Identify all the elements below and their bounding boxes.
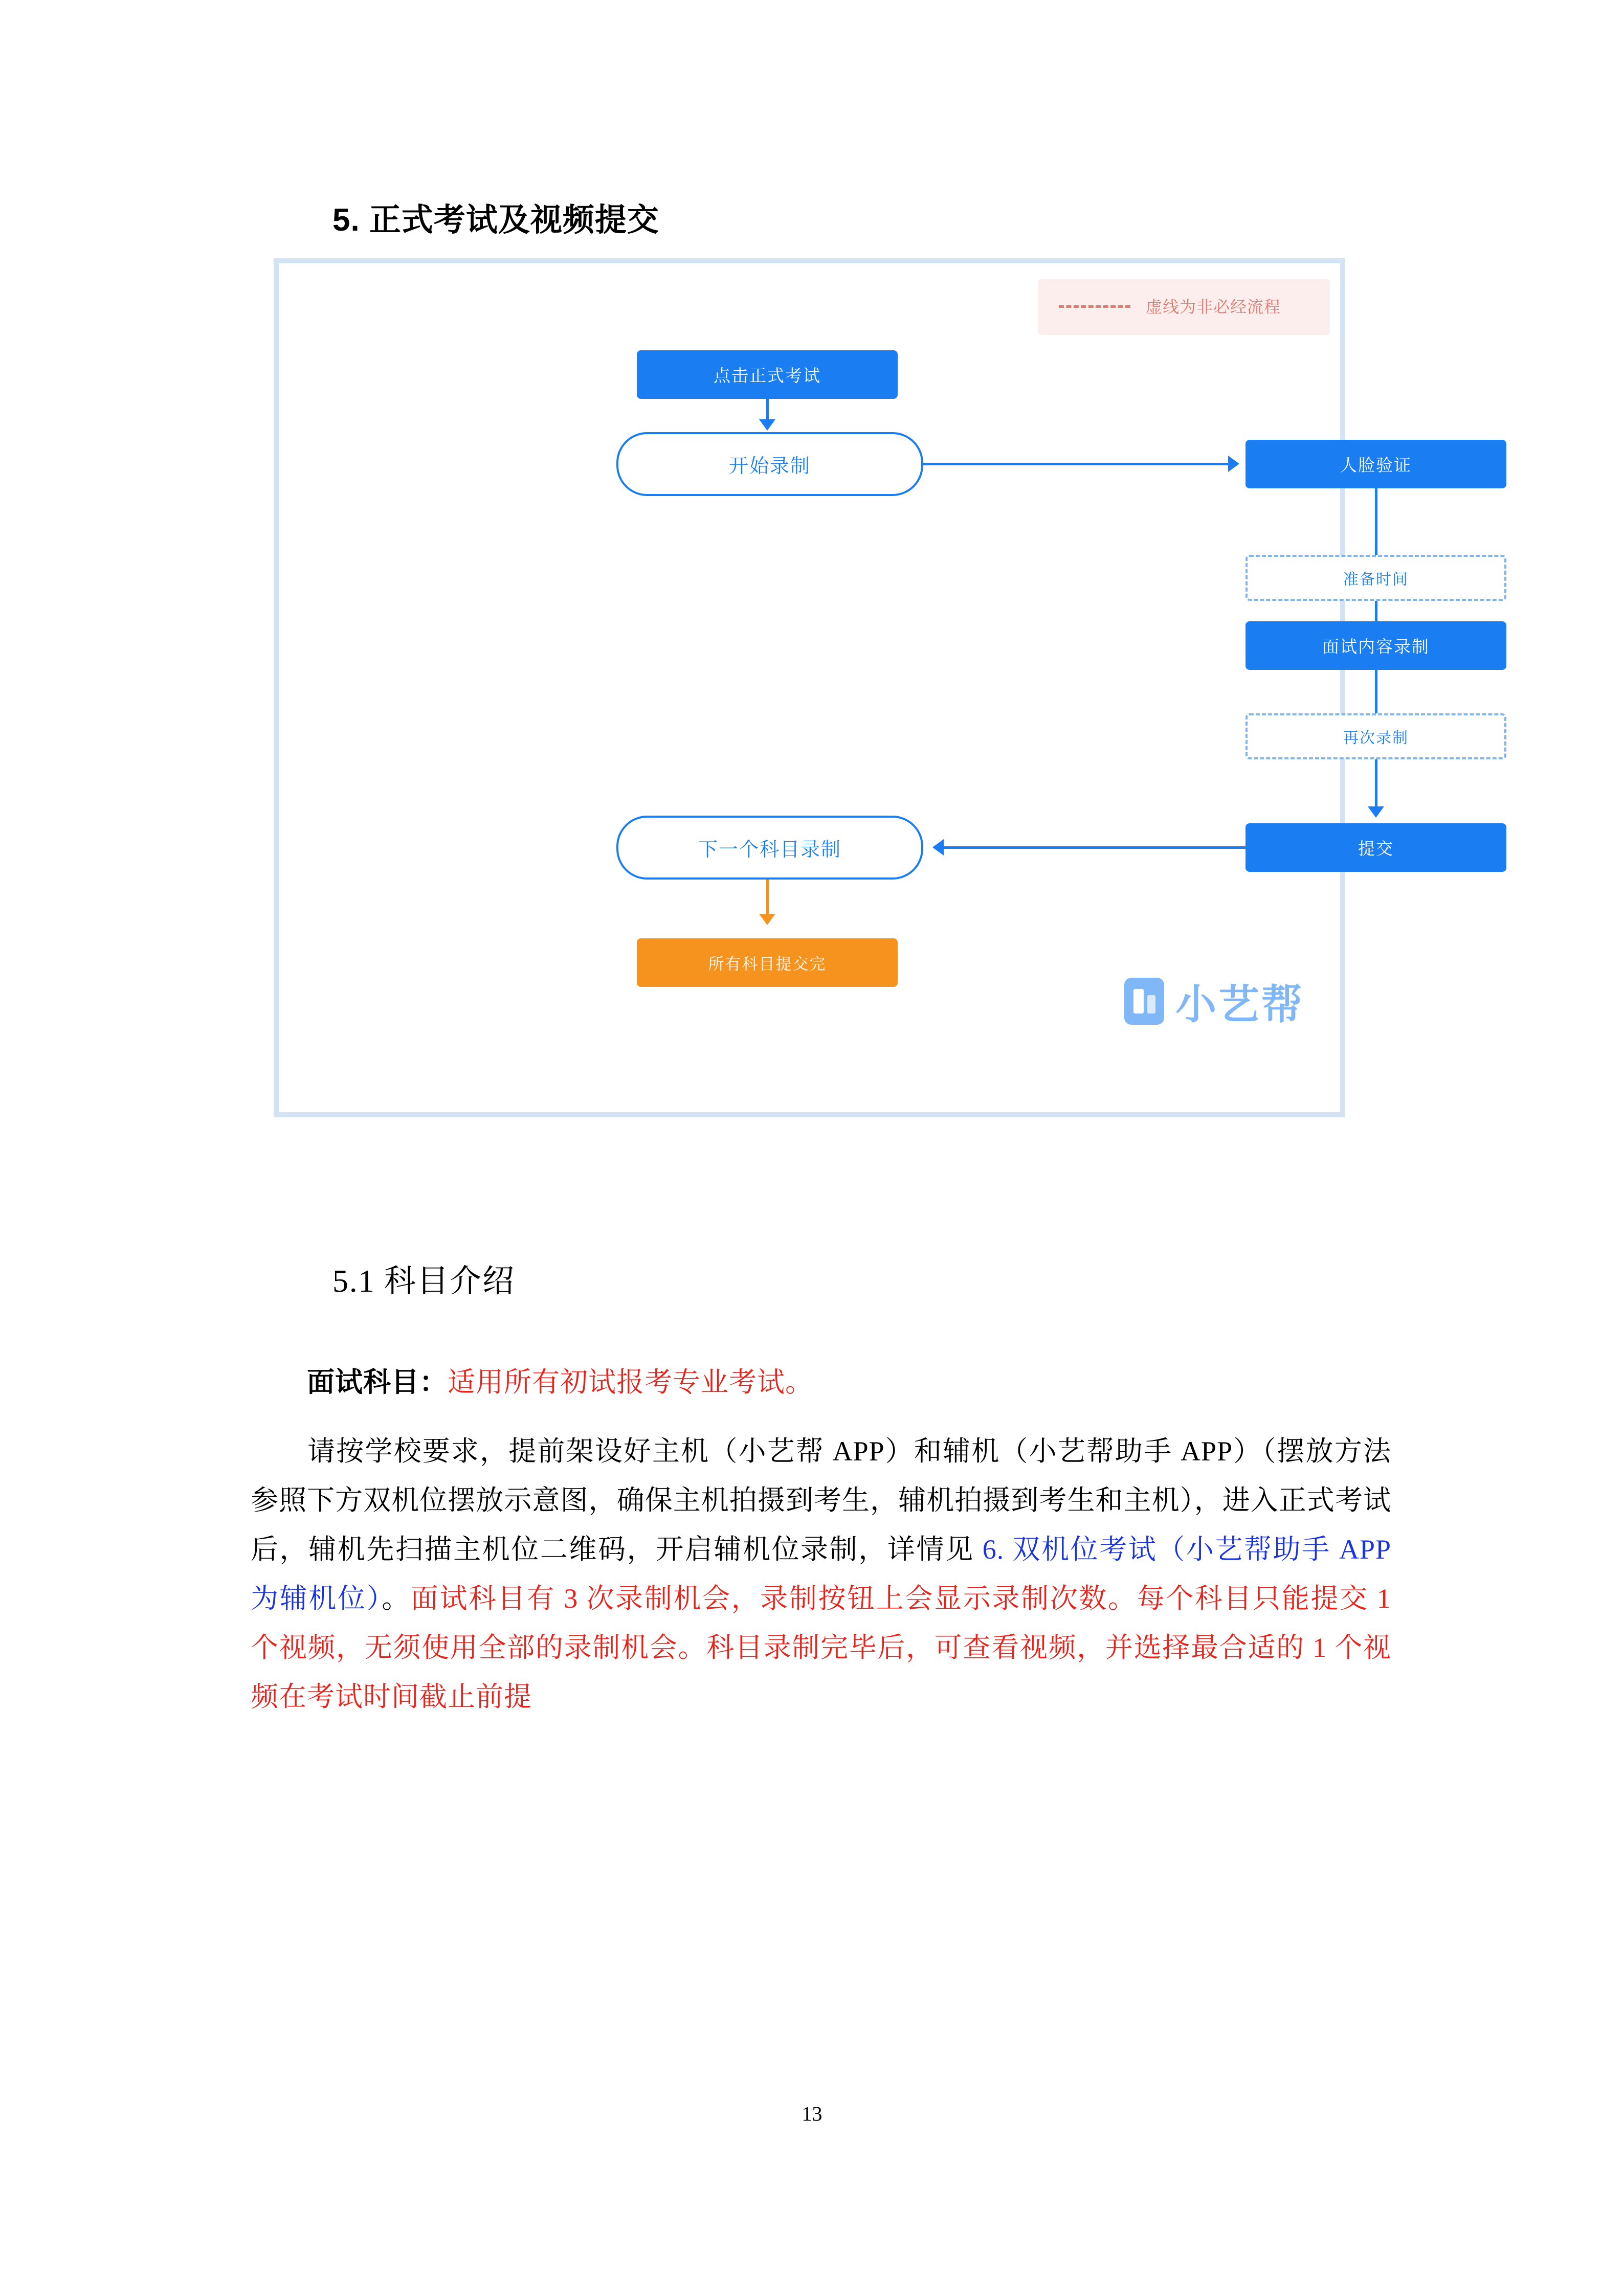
connector-submit-to-next	[944, 846, 1248, 849]
flow-diagram-card	[274, 258, 1430, 1117]
watermark-logo	[1124, 972, 1304, 1030]
connector-start-to-record	[766, 399, 769, 422]
arrow-next-to-alldone-icon	[759, 914, 775, 925]
arrow-submit-to-next-icon	[932, 839, 944, 856]
arrow-start-to-record-icon	[759, 419, 775, 431]
page-title: 5. 正式考试及视频提交	[332, 202, 659, 238]
node-begin-recording: 开始录制	[616, 432, 923, 496]
connector-face-to-prepare	[1375, 488, 1377, 555]
cross-reference-link[interactable]: 6. 双机位考试（小艺帮助手 APP 为辅机位）	[251, 1534, 1392, 1614]
page-number: 13	[802, 2102, 822, 2125]
node-preparation-time: 准备时间	[1245, 555, 1506, 601]
body-paragraph	[251, 1427, 1391, 1721]
body-text-part1: 请按学校要求，提前架设好主机（小艺帮 APP）和辅机（小艺帮助手 APP）（摆放方法参照下方双机位摆放示意图，确保主机拍摄到考生，辅机拍摄到考生和主机），进入正式考试后，辅机先扫描主机位二维码，开启辅机位录制，详情见	[251, 1436, 1391, 1565]
arrow-record-to-face-icon	[1228, 456, 1239, 472]
node-next-subject: 下一个科目录制	[616, 816, 923, 880]
node-start-exam: 点击正式考试	[637, 350, 898, 399]
body-text-part2: 。	[382, 1583, 411, 1614]
node-interview-record: 面试内容录制	[1245, 621, 1506, 670]
connector-again-to-submit	[1375, 759, 1377, 811]
legend-label: 虚线为非必经流程	[1146, 298, 1281, 316]
brand-mark-icon	[1124, 978, 1164, 1025]
node-face-verify: 人脸验证	[1245, 440, 1506, 488]
subject-value: 适用所有初试报考专业考试。	[448, 1367, 813, 1398]
subject-paragraph	[251, 1358, 1391, 1407]
node-submit: 提交	[1245, 823, 1506, 872]
node-record-again: 再次录制	[1245, 713, 1506, 759]
node-all-submitted: 所有科目提交完	[637, 938, 898, 987]
connector-interview-to-again	[1375, 670, 1377, 713]
subsection-title: 5.1 科目介绍	[332, 1264, 516, 1299]
brand-name: 小艺帮	[1175, 982, 1304, 1027]
connector-record-to-face	[923, 463, 1230, 465]
arrow-again-to-submit-icon	[1368, 806, 1384, 818]
diagram-legend	[1038, 279, 1330, 335]
dashed-line-sample-icon	[1059, 305, 1130, 308]
subject-label: 面试科目：	[307, 1367, 448, 1398]
body-text-emphasis: 面试科目有 3 次录制机会，录制按钮上会显示录制次数。每个科目只能提交 1 个视频，无须使用全部的录制机会。科目录制完毕后，可查看视频，并选择最合适的 1 个视频在考试时间截止前提	[251, 1583, 1392, 1712]
connector-next-to-alldone	[766, 880, 769, 915]
connector-prepare-to-interview	[1375, 601, 1377, 621]
flow-diagram	[279, 263, 1430, 1112]
